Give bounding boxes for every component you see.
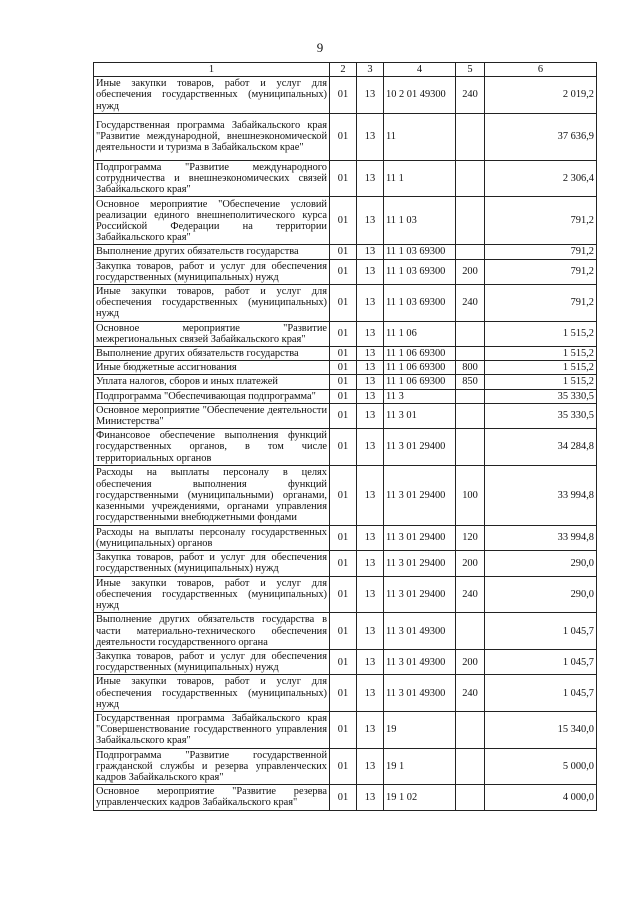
amount-cell: 791,2 [485,245,597,259]
section-cell: 01 [330,259,357,284]
expense-type-cell [456,245,485,259]
amount-cell: 2 019,2 [485,77,597,114]
target-article-cell: 11 1 06 69300 [384,375,456,389]
name-cell: Подпрограмма "Развитие международного сотрудничества и внешнеэкономических связей Забайкальского края" [94,160,330,197]
target-article-cell: 11 1 [384,160,456,197]
table-row [94,361,597,375]
expense-type-cell: 800 [456,361,485,375]
table-row [94,785,597,810]
subsection-cell: 13 [357,403,384,428]
expense-type-cell [456,321,485,346]
header-cell: 1 [94,63,330,77]
target-article-cell: 11 3 01 29400 [384,429,456,466]
name-cell: Закупка товаров, работ и услуг для обеспечения государственных (муниципальных) нужд [94,259,330,284]
amount-cell: 290,0 [485,576,597,613]
subsection-cell: 13 [357,711,384,748]
expense-type-cell [456,613,485,650]
target-article-cell: 11 1 03 69300 [384,259,456,284]
expense-type-cell [456,785,485,810]
expense-type-cell: 100 [456,465,485,525]
table-row [94,160,597,197]
section-cell: 01 [330,361,357,375]
table-row [94,551,597,576]
amount-cell: 1 045,7 [485,613,597,650]
expense-type-cell [456,113,485,160]
expense-type-cell: 200 [456,649,485,674]
name-cell: Основное мероприятие "Развитие резерва управленческих кадров Забайкальского края" [94,785,330,810]
target-article-cell: 11 1 06 [384,321,456,346]
target-article-cell: 19 1 02 [384,785,456,810]
target-article-cell: 11 3 [384,389,456,403]
page-number: 9 [316,40,324,55]
target-article-cell: 11 1 03 [384,197,456,245]
target-article-cell: 11 3 01 29400 [384,525,456,550]
table-row [94,259,597,284]
name-cell: Основное мероприятие "Развитие межрегиональных связей Забайкальского края" [94,321,330,346]
amount-cell: 5 000,0 [485,748,597,785]
target-article-cell: 11 3 01 29400 [384,576,456,613]
name-cell: Выполнение других обязательств государства в части материально-технического обеспечения деятельности государственного органа [94,613,330,650]
name-cell: Иные закупки товаров, работ и услуг для обеспечения государственных (муниципальных) нужд [94,285,330,322]
expense-type-cell [456,711,485,748]
subsection-cell: 13 [357,375,384,389]
target-article-cell: 11 [384,113,456,160]
expense-type-cell: 240 [456,77,485,114]
table-row [94,113,597,160]
amount-cell: 33 994,8 [485,525,597,550]
table-row [94,748,597,785]
table-row [94,347,597,361]
table-row [94,613,597,650]
expense-type-cell [456,197,485,245]
amount-cell: 15 340,0 [485,711,597,748]
subsection-cell: 13 [357,259,384,284]
name-cell: Расходы на выплаты персоналу государственных (муниципальных) органов [94,525,330,550]
name-cell: Иные закупки товаров, работ и услуг для обеспечения государственных (муниципальных) нужд [94,77,330,114]
subsection-cell: 13 [357,285,384,322]
subsection-cell: 13 [357,748,384,785]
amount-cell: 791,2 [485,259,597,284]
section-cell: 01 [330,285,357,322]
table-row [94,403,597,428]
target-article-cell: 19 [384,711,456,748]
section-cell: 01 [330,785,357,810]
name-cell: Финансовое обеспечение выполнения функций государственных органов, в том числе территориальных органов [94,429,330,466]
section-cell: 01 [330,613,357,650]
expense-type-cell: 200 [456,259,485,284]
name-cell: Выполнение других обязательств государства [94,347,330,361]
target-article-cell: 11 1 03 69300 [384,285,456,322]
section-cell: 01 [330,748,357,785]
subsection-cell: 13 [357,525,384,550]
expense-type-cell [456,389,485,403]
subsection-cell: 13 [357,77,384,114]
section-cell: 01 [330,429,357,466]
table-row [94,321,597,346]
header-cell: 5 [456,63,485,77]
table-row [94,649,597,674]
section-cell: 01 [330,113,357,160]
amount-cell: 4 000,0 [485,785,597,810]
target-article-cell: 11 3 01 [384,403,456,428]
amount-cell: 34 284,8 [485,429,597,466]
expense-type-cell: 850 [456,375,485,389]
section-cell: 01 [330,389,357,403]
subsection-cell: 13 [357,613,384,650]
section-cell: 01 [330,465,357,525]
target-article-cell: 11 3 01 29400 [384,551,456,576]
name-cell: Выполнение других обязательств государства [94,245,330,259]
target-article-cell: 11 1 03 69300 [384,245,456,259]
name-cell: Иные закупки товаров, работ и услуг для обеспечения государственных (муниципальных) нужд [94,576,330,613]
subsection-cell: 13 [357,113,384,160]
target-article-cell: 11 1 06 69300 [384,347,456,361]
table-header-row [94,63,597,77]
section-cell: 01 [330,347,357,361]
table-row [94,525,597,550]
target-article-cell: 11 3 01 49300 [384,675,456,712]
subsection-cell: 13 [357,347,384,361]
subsection-cell: 13 [357,245,384,259]
section-cell: 01 [330,403,357,428]
expense-type-cell [456,160,485,197]
expense-type-cell: 120 [456,525,485,550]
table-row [94,375,597,389]
name-cell: Государственная программа Забайкальского края "Совершенствование государственного управления Забайкальского края" [94,711,330,748]
table-row [94,711,597,748]
subsection-cell: 13 [357,675,384,712]
expense-type-cell [456,429,485,466]
target-article-cell: 19 1 [384,748,456,785]
expense-type-cell [456,347,485,361]
amount-cell: 791,2 [485,197,597,245]
name-cell: Закупка товаров, работ и услуг для обеспечения государственных (муниципальных) нужд [94,649,330,674]
header-cell: 3 [357,63,384,77]
amount-cell: 290,0 [485,551,597,576]
subsection-cell: 13 [357,197,384,245]
amount-cell: 1 515,2 [485,361,597,375]
section-cell: 01 [330,375,357,389]
amount-cell: 37 636,9 [485,113,597,160]
table-row [94,429,597,466]
name-cell: Основное мероприятие "Обеспечение деятельности Министерства" [94,403,330,428]
subsection-cell: 13 [357,551,384,576]
target-article-cell: 11 3 01 49300 [384,613,456,650]
expense-type-cell: 240 [456,675,485,712]
table-row [94,197,597,245]
name-cell: Уплата налогов, сборов и иных платежей [94,375,330,389]
section-cell: 01 [330,711,357,748]
subsection-cell: 13 [357,389,384,403]
subsection-cell: 13 [357,465,384,525]
table-row [94,675,597,712]
expense-type-cell [456,748,485,785]
name-cell: Подпрограмма "Развитие государственной гражданской службы и резерва управленческих кадров Забайкальского края" [94,748,330,785]
budget-table [93,62,597,811]
amount-cell: 35 330,5 [485,403,597,428]
table-row [94,576,597,613]
section-cell: 01 [330,576,357,613]
subsection-cell: 13 [357,785,384,810]
subsection-cell: 13 [357,429,384,466]
target-article-cell: 11 1 06 69300 [384,361,456,375]
name-cell: Расходы на выплаты персоналу в целях обеспечения выполнения функций государственными (муниципальными) органами, казенными учреждениями, органами управления государственными внебюджетными фондами [94,465,330,525]
target-article-cell: 11 3 01 49300 [384,649,456,674]
subsection-cell: 13 [357,649,384,674]
table-row [94,245,597,259]
amount-cell: 1 515,2 [485,375,597,389]
target-article-cell: 11 3 01 29400 [384,465,456,525]
name-cell: Иные закупки товаров, работ и услуг для обеспечения государственных (муниципальных) нужд [94,675,330,712]
subsection-cell: 13 [357,321,384,346]
section-cell: 01 [330,649,357,674]
name-cell: Закупка товаров, работ и услуг для обеспечения государственных (муниципальных) нужд [94,551,330,576]
name-cell: Иные бюджетные ассигнования [94,361,330,375]
amount-cell: 35 330,5 [485,389,597,403]
section-cell: 01 [330,245,357,259]
expense-type-cell: 200 [456,551,485,576]
section-cell: 01 [330,197,357,245]
amount-cell: 1 515,2 [485,347,597,361]
subsection-cell: 13 [357,576,384,613]
section-cell: 01 [330,77,357,114]
name-cell: Подпрограмма "Обеспечивающая подпрограмма" [94,389,330,403]
table-row [94,389,597,403]
section-cell: 01 [330,525,357,550]
name-cell: Государственная программа Забайкальского края "Развитие международной, внешнеэкономической деятельности и туризма в Забайкальском крае" [94,113,330,160]
amount-cell: 791,2 [485,285,597,322]
section-cell: 01 [330,675,357,712]
expense-type-cell [456,403,485,428]
section-cell: 01 [330,551,357,576]
name-cell: Основное мероприятие "Обеспечение условий реализации единого внешнеполитического курса Российской Федерации на территории Забайкальского края" [94,197,330,245]
table-row [94,465,597,525]
header-cell: 4 [384,63,456,77]
table-row [94,285,597,322]
amount-cell: 33 994,8 [485,465,597,525]
header-cell: 6 [485,63,597,77]
header-cell: 2 [330,63,357,77]
amount-cell: 1 515,2 [485,321,597,346]
amount-cell: 1 045,7 [485,649,597,674]
expense-type-cell: 240 [456,285,485,322]
section-cell: 01 [330,160,357,197]
subsection-cell: 13 [357,160,384,197]
amount-cell: 1 045,7 [485,675,597,712]
target-article-cell: 10 2 01 49300 [384,77,456,114]
amount-cell: 2 306,4 [485,160,597,197]
section-cell: 01 [330,321,357,346]
expense-type-cell: 240 [456,576,485,613]
table-row [94,77,597,114]
subsection-cell: 13 [357,361,384,375]
